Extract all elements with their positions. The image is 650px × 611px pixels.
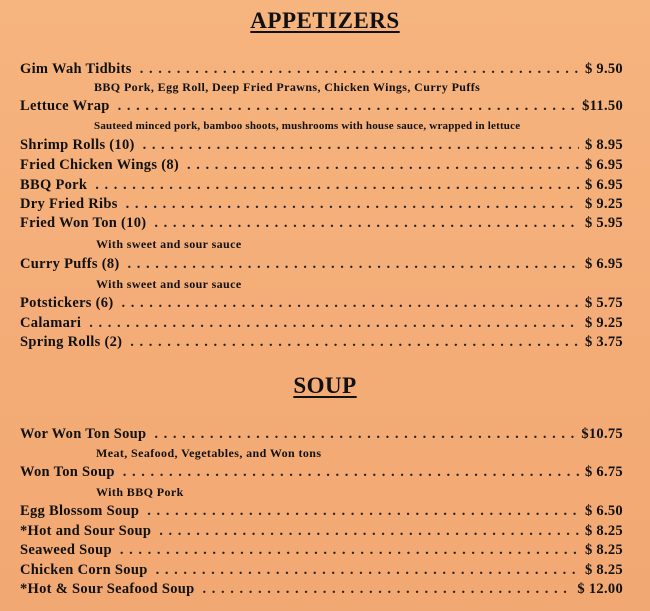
item-name: BBQ Pork — [20, 177, 88, 193]
item-price: $ 6.95 — [584, 157, 623, 173]
item-price: $ 6.95 — [584, 256, 623, 272]
item-price: $ 6.95 — [584, 177, 623, 193]
item-name: *Hot & Sour Seafood Soup — [20, 581, 195, 597]
item-name: Gim Wah Tidbits — [20, 61, 132, 77]
dot-leader — [89, 315, 579, 332]
item-price: $ 3.75 — [584, 334, 623, 350]
menu-item-potstickers — [20, 295, 623, 313]
dot-leader — [130, 334, 579, 351]
item-description: Meat, Seafood, Vegetables, and Won tons — [96, 446, 322, 460]
menu-item-chicken-corn-soup — [20, 562, 623, 580]
item-price: $ 5.95 — [584, 215, 623, 231]
item-name: Calamari — [20, 315, 82, 331]
menu-item-hot-sour-seafood-soup — [20, 581, 623, 599]
dot-leader — [118, 98, 576, 115]
menu-item-seaweed-soup — [20, 542, 623, 560]
item-name: Egg Blossom Soup — [20, 503, 140, 519]
item-name: Chicken Corn Soup — [20, 562, 148, 578]
dot-leader — [156, 562, 579, 579]
item-name: *Hot and Sour Soup — [20, 523, 152, 539]
dot-leader — [154, 215, 579, 232]
item-description: BBQ Pork, Egg Roll, Deep Fried Prawns, Chicken Wings, Curry Puffs — [94, 80, 481, 94]
menu-item-curry-puffs — [20, 256, 623, 274]
dot-leader — [120, 542, 579, 559]
item-name: Curry Puffs (8) — [20, 256, 120, 272]
item-price: $ 8.25 — [584, 542, 623, 558]
dot-leader — [128, 256, 579, 273]
item-description: With sweet and sour sauce — [96, 237, 242, 251]
dot-leader — [95, 177, 579, 194]
item-name: Shrimp Rolls (10) — [20, 137, 135, 153]
dot-leader — [203, 581, 572, 598]
item-name: Lettuce Wrap — [20, 98, 110, 114]
menu-item-hot-and-sour-soup — [20, 523, 623, 541]
menu-item-dry-fried-ribs — [20, 196, 623, 214]
dot-leader — [121, 295, 578, 312]
dot-leader — [147, 503, 579, 520]
menu-item-calamari — [20, 315, 623, 333]
menu-item-lettuce-wrap — [20, 98, 623, 116]
item-price: $ 8.95 — [584, 137, 623, 153]
item-description: Sauteed minced pork, bamboo shoots, mushrooms with house sauce, wrapped in lettuce — [94, 120, 521, 132]
item-name: Won Ton Soup — [20, 464, 115, 480]
soup-heading: SOUP — [293, 373, 357, 398]
item-price: $ 9.50 — [584, 61, 623, 77]
dot-leader — [154, 426, 575, 443]
item-price: $ 6.75 — [584, 464, 623, 480]
menu-item-fried-won-ton — [20, 215, 623, 233]
item-price: $10.75 — [581, 426, 623, 442]
dot-leader — [126, 196, 579, 213]
item-price: $ 8.25 — [584, 523, 623, 539]
item-price: $ 9.25 — [584, 196, 623, 212]
dot-leader — [123, 464, 579, 481]
menu-item-egg-blossom-soup — [20, 503, 623, 521]
item-name: Fried Won Ton (10) — [20, 215, 147, 231]
item-name: Potstickers (6) — [20, 295, 114, 311]
item-name: Fried Chicken Wings (8) — [20, 157, 180, 173]
item-price: $ 9.25 — [584, 315, 623, 331]
menu-item-wor-won-ton-soup — [20, 426, 623, 444]
item-price: $11.50 — [582, 98, 623, 114]
item-name: Dry Fried Ribs — [20, 196, 118, 212]
item-name: Wor Won Ton Soup — [20, 426, 147, 442]
dot-leader — [140, 61, 579, 78]
dot-leader — [143, 137, 579, 154]
menu-item-spring-rolls — [20, 334, 623, 352]
dot-leader — [187, 157, 579, 174]
dot-leader — [159, 523, 579, 540]
item-price: $ 12.00 — [577, 581, 623, 597]
item-description: With sweet and sour sauce — [96, 277, 242, 291]
item-price: $ 6.50 — [584, 503, 623, 519]
menu-item-won-ton-soup — [20, 464, 623, 482]
item-description: With BBQ Pork — [96, 485, 184, 499]
menu-item-bbq-pork — [20, 177, 623, 195]
item-price: $ 8.25 — [584, 562, 623, 578]
menu-item-gim-wah-tidbits — [20, 61, 623, 79]
item-name: Seaweed Soup — [20, 542, 112, 558]
menu-item-fried-chicken-wings — [20, 157, 623, 175]
appetizers-heading: APPETIZERS — [250, 8, 400, 33]
menu-item-shrimp-rolls — [20, 137, 623, 155]
item-name: Spring Rolls (2) — [20, 334, 123, 350]
item-price: $ 5.75 — [584, 295, 623, 311]
